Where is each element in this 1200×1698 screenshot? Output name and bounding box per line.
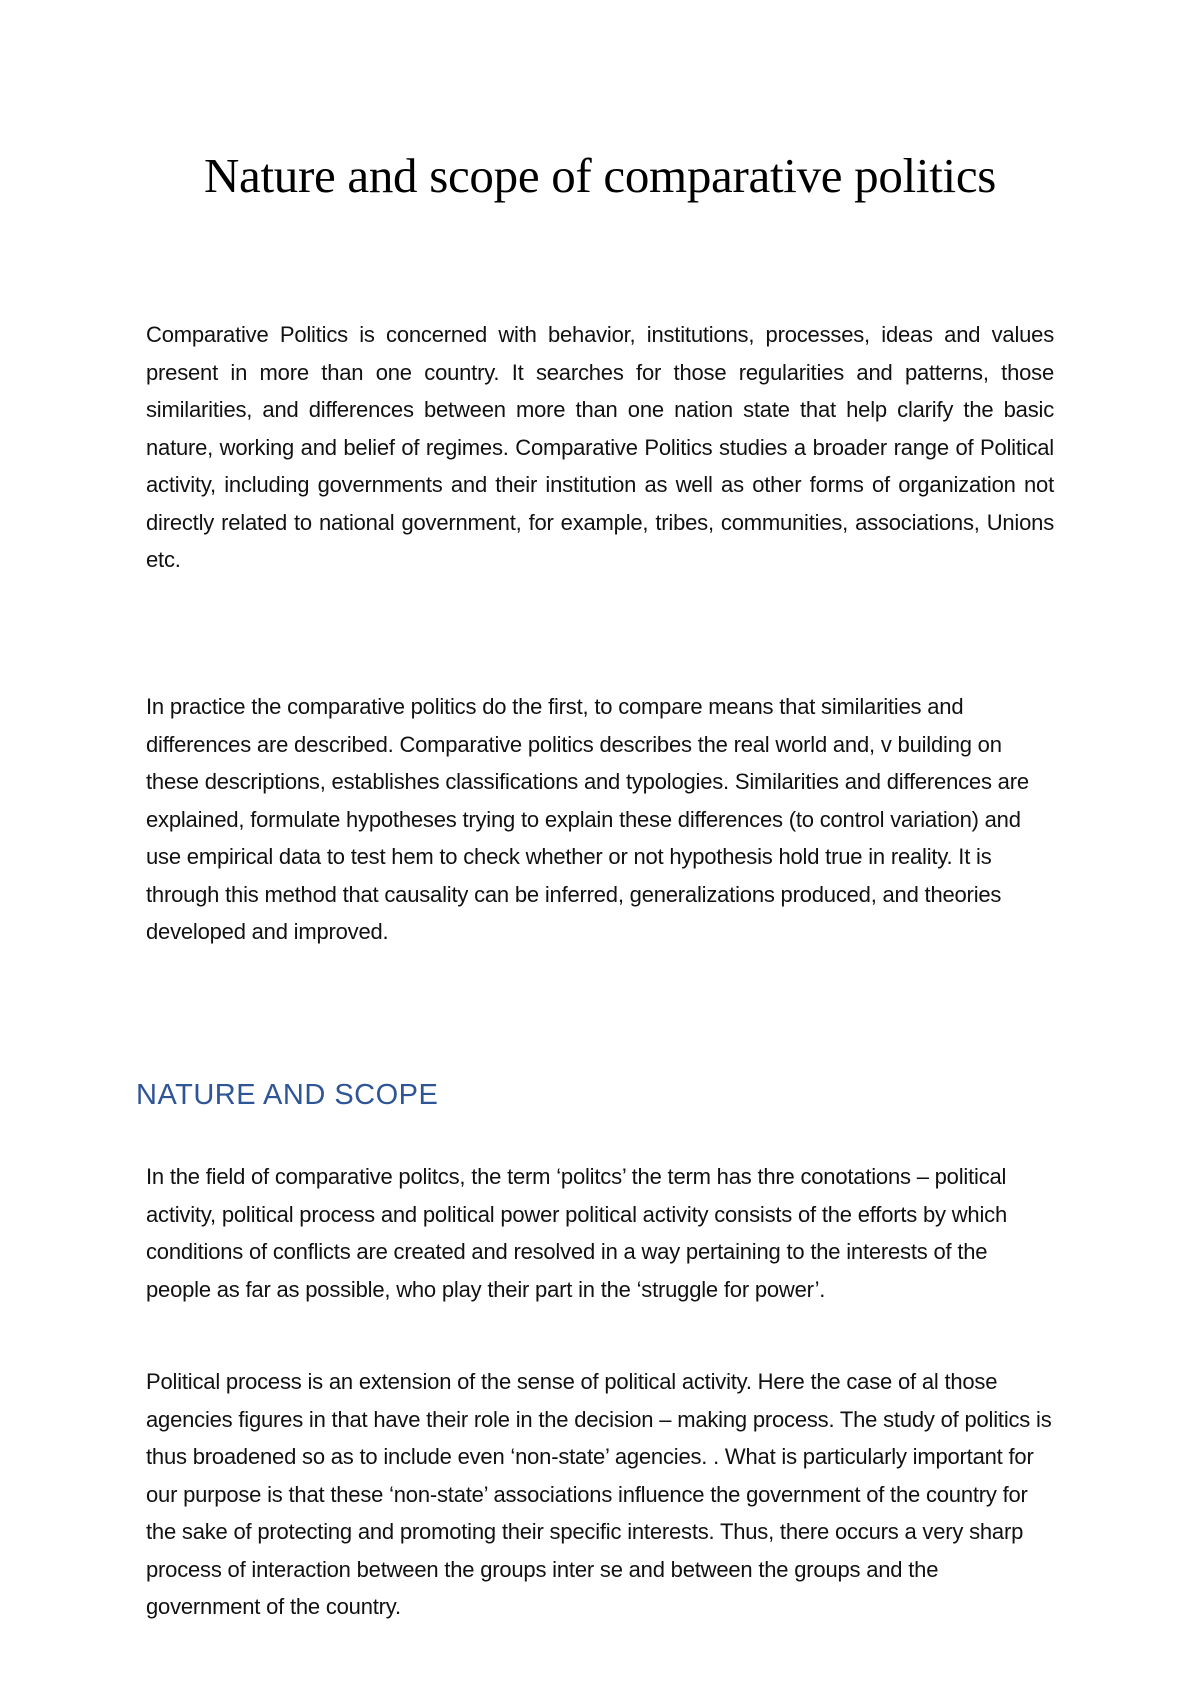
section-paragraph-1: In the field of comparative politcs, the term ‘politcs’ the term has thre conotations – political activity, political process and political power political activity consists of the efforts by which conditions of conflicts are created and resolved in a way pertaining to the interests of the people as far as possible, who play their part in the ‘struggle for power’. <box>146 1164 1007 1302</box>
intro-paragraph-1: Comparative Politics is concerned with behavior, institutions, processes, ideas and values present in more than one country. It searches for those regularities and patterns, those similarities, and differences between more than one nation state that help clarify the basic nature, working and belief of regimes. Comparative Politics studies a broader range of Political activity, including governments and their institution as well as other forms of organization not directly related to national government, for example, tribes, communities, associations, Unions etc. <box>146 322 1054 572</box>
section-paragraph-2: Political process is an extension of the sense of political activity. Here the case of al those agencies figures in that have their role in the decision – making process. The study of politics is thus broadened so as to include even ‘non-state’ agencies. . What is particularly important for our purpose is that these ‘non-state’ associations influence the government of the country for the sake of protecting and promoting their specific interests. Thus, there occurs a very sharp process of interaction between the groups inter se and between the groups and the government of the country. <box>146 1369 1052 1619</box>
section-heading-nature-and-scope: NATURE AND SCOPE <box>136 1079 439 1111</box>
intro-paragraph-2: In practice the comparative politics do the first, to compare means that similarities and differences are described. Comparative politics describes the real world and, v building on these descriptions, establishes classifications and typologies. Similarities and differences are explained, formulate hypotheses trying to explain these differences (to control variation) and use empirical data to test hem to check whether or not hypothesis hold true in reality. It is through this method that causality can be inferred, generalizations produced, and theories developed and improved. <box>146 694 1029 944</box>
document-title: Nature and scope of comparative politics <box>203 148 997 203</box>
